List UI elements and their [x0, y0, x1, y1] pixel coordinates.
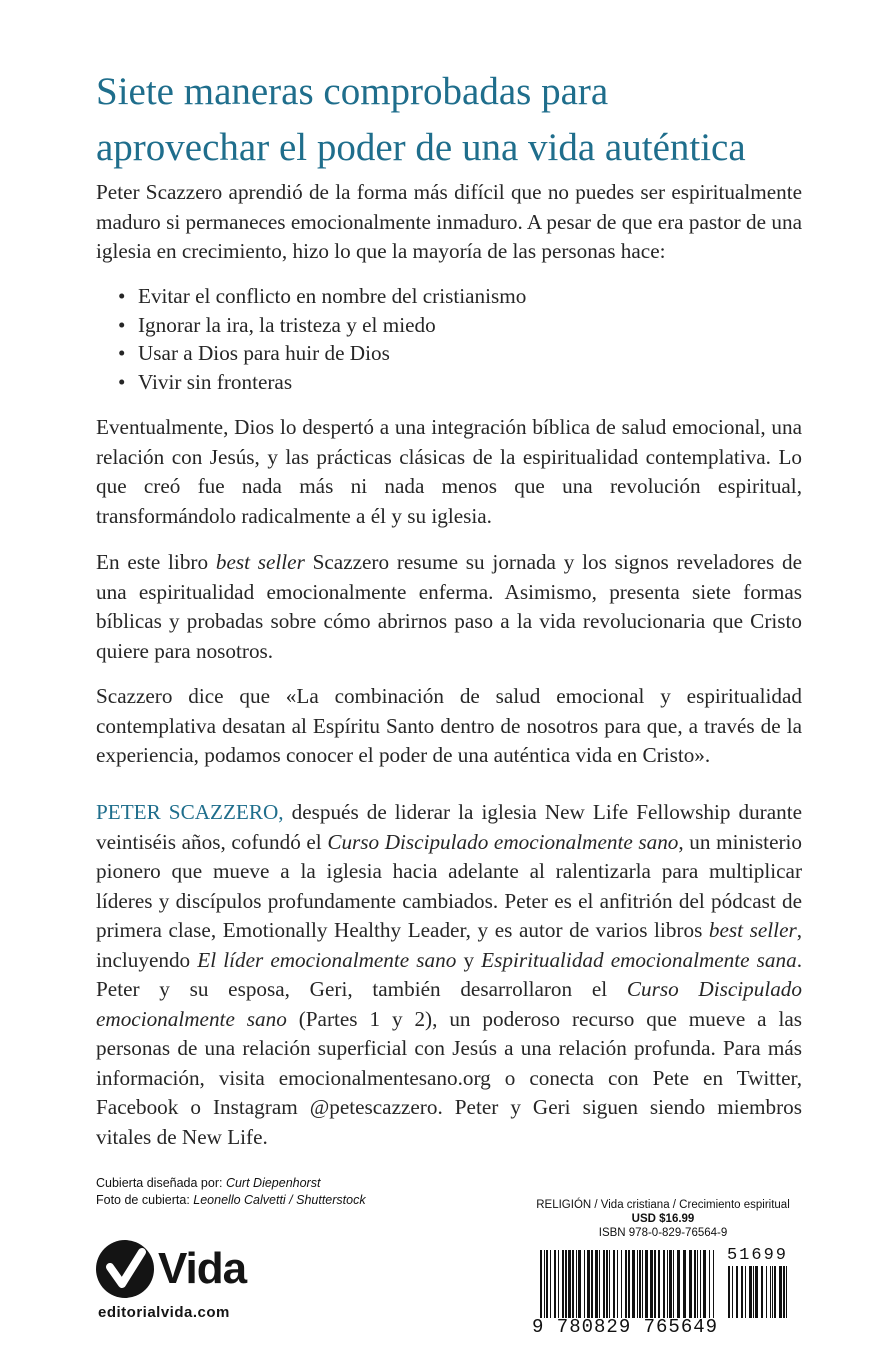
- bio-text: (Partes 1 y 2), un poderoso recurso que mueve a las personas de una relación superficial con Jesús a una relación profunda. Para más información, visita emocionalmentesano.org o conecta con Pete en Twitter, Facebook o Instagram @petescazzero. Peter y Geri siguen siendo miembros vitales de New Life.: [96, 1006, 802, 1149]
- bullet-list: [118, 282, 526, 396]
- author-bio: [96, 798, 802, 1152]
- transformation-paragraph: Eventualmente, Dios lo despertó a una integración bíblica de salud emocional, una relación con Jesús, y las prácticas clásicas de la espiritualidad contemplativa. Lo que creó fue nada más ni nada menos que una revolución espiritual, transformándolo radicalmente a él y su iglesia.: [96, 415, 802, 528]
- bullet-item: • Usar a Dios para huir de Dios: [118, 339, 526, 368]
- bullet-item: • Ignorar la ira, la tristeza y el miedo: [118, 311, 526, 340]
- publisher-url: editorialvida.com: [98, 1304, 230, 1321]
- publisher-name: Vida: [158, 1244, 247, 1293]
- back-cover-headline: [96, 64, 856, 176]
- ean-digits: 9 780829 765649: [532, 1316, 719, 1338]
- publisher-logo: [96, 1240, 266, 1330]
- vida-logo-icon: [96, 1240, 154, 1298]
- author-name: PETER SCAZZERO,: [96, 800, 284, 824]
- bullet-item: • Vivir sin fronteras: [118, 368, 526, 397]
- bisac-category: RELIGIÓN / Vida cristiana / Crecimiento espiritual: [536, 1199, 790, 1211]
- bio-italic: Curso Discipulado emocionalmente sano: [96, 977, 802, 1031]
- price: USD $16.99: [631, 1213, 695, 1225]
- headline-line-2: aprovechar el poder de una vida auténtica: [96, 126, 746, 169]
- bio-text: , incluyendo: [96, 918, 803, 972]
- para3-text-a: En este libro: [96, 550, 216, 574]
- design-credit: [96, 1175, 366, 1192]
- design-credit-label: Cubierta diseñada por:: [96, 1176, 226, 1190]
- checkmark-swoosh-icon: [96, 1240, 154, 1298]
- bio-text: , un ministerio pionero que mueve a la iglesia hacia adelante al ralentizarla para multiplicar líderes y discípulos profundamente cambiados. Peter es el anfitrión del pódcast de primera clase, Emotionally Healthy Leader, y es autor de varios libros: [96, 829, 803, 942]
- bio-italic: best seller: [708, 918, 797, 942]
- headline-line-1: Siete maneras comprobadas para: [96, 70, 609, 113]
- bestseller-paragraph: [96, 548, 802, 666]
- intro-paragraph: Peter Scazzero aprendió de la forma más difícil que no puedes ser espiritualmente maduro si permaneces emocionalmente inmaduro. A pesar de que era pastor de una iglesia en crecimiento, hizo lo que la mayoría de las personas hace:: [96, 180, 802, 263]
- bio-text: y: [456, 947, 482, 972]
- bio-text: . Peter y su esposa, Geri, también desarrollaron el: [96, 947, 803, 1001]
- designer-name: Curt Diepenhorst: [225, 1176, 321, 1190]
- photographer-name: Leonello Calvetti / Shutterstock: [193, 1193, 366, 1207]
- photo-credit: [96, 1192, 366, 1209]
- bio-italic: Curso Discipulado emocionalmente sano: [327, 829, 679, 854]
- photo-credit-label: Foto de cubierta:: [96, 1193, 194, 1207]
- para3-italic: best seller: [215, 550, 305, 574]
- bio-text: después de liderar la iglesia New Life Fellowship durante veintiséis años, cofundó el: [96, 800, 803, 854]
- bio-italic: El líder emocionalmente sano: [197, 947, 457, 972]
- price-addon-code: 51699: [726, 1246, 788, 1265]
- para3-text-b: Scazzero resume su jornada y los signos reveladores de una espiritualidad emocionalmente enferma. Asimismo, presenta siete formas bíblicas y probadas sobre cómo abrirnos paso a la vida revolucionaria que Cristo quiere para nosotros.: [96, 550, 802, 663]
- retail-barcode-block: [532, 1198, 794, 1344]
- isbn: ISBN 978-0-829-76564-9: [598, 1227, 728, 1239]
- cover-credits: [96, 1175, 366, 1209]
- bullet-item: • Evitar el conflicto en nombre del cristianismo: [118, 282, 526, 311]
- bio-italic: Espiritualidad emocionalmente sana: [481, 947, 797, 972]
- quote-paragraph: Scazzero dice que «La combinación de salud emocional y espiritualidad contemplativa desatan al Espíritu Santo dentro de nosotros para que, a través de la experiencia, podamos conocer el poder de una auténtica vida en Cristo».: [96, 684, 802, 767]
